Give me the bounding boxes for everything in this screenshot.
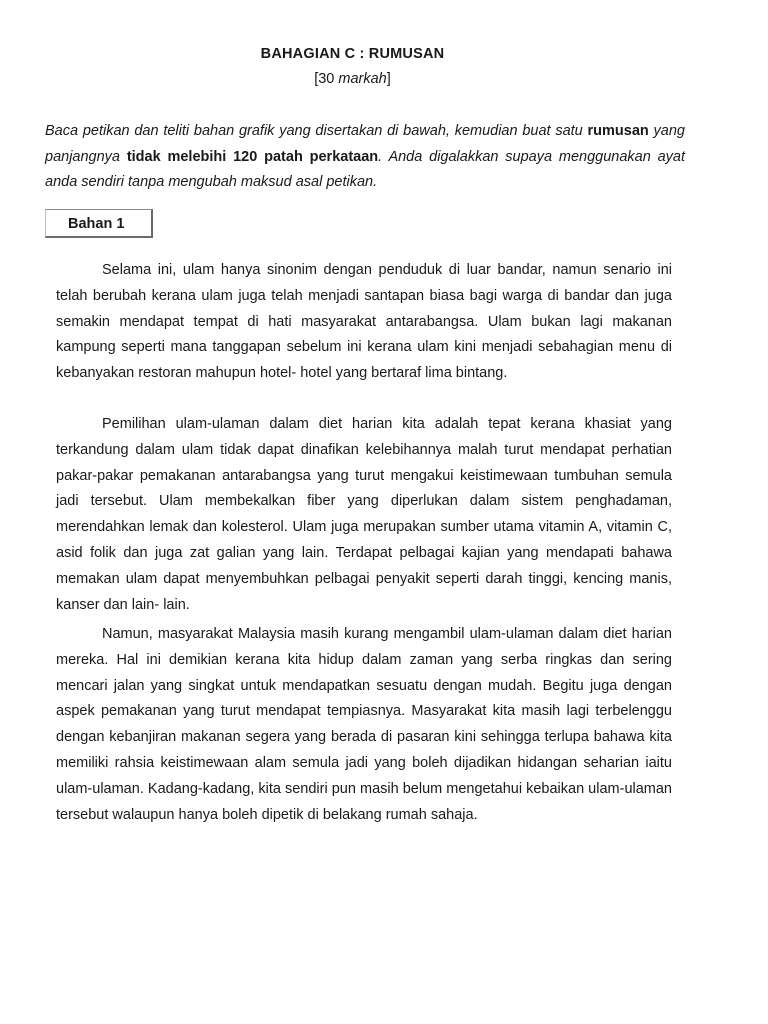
instruction-keyword-rumusan: rumusan bbox=[587, 123, 649, 139]
instruction-part-1: Baca petikan dan teliti bahan grafik yang disertakan di bawah, kemudian buat satu bbox=[45, 123, 588, 139]
section-title: BAHAGIAN C : RUMUSAN bbox=[260, 46, 445, 62]
instruction-text bbox=[45, 119, 685, 196]
bahan-label-box bbox=[45, 209, 153, 238]
marks-close: ] bbox=[386, 71, 391, 87]
instruction-word-limit: tidak melebihi 120 patah perkataan bbox=[126, 148, 379, 165]
marks-open: [30 bbox=[314, 71, 339, 87]
instruction-part-3: yang panjangnya bbox=[45, 123, 685, 165]
passage-paragraph-2: Pemilihan ulam-ulaman dalam diet harian kita adalah tepat kerana khasiat yang terkandung dalam ulam tidak dapat dinafikan kelebihannya malah turut mendapat perhatian pakar-pakar pemakanan antarabangsa yang turut mengakui keistimewaan tumbuhan semula jadi tersebut. Ulam membekalkan fiber yang diperlukan dalam sistem penghadaman, merendahkan lemak dan kolesterol. Ulam juga merupakan sumber utama vitamin A, vitamin C, asid folik dan juga zat galian yang lain. Terdapat pelbagai kajian yang mendapati bahawa memakan ulam dapat menyembuhkan pelbagai penyakit seperti darah tinggi, kencing manis, kanser dan lain- lain. bbox=[56, 416, 672, 613]
bahan-label: Bahan 1 bbox=[68, 216, 125, 232]
marks-word: markah bbox=[338, 71, 387, 87]
passage-paragraph-1: Selama ini, ulam hanya sinonim dengan penduduk di luar bandar, namun senario ini telah berubah kerana ulam juga telah menjadi santapan biasa bagi warga di bandar dan juga semakin mendapat tempat di hati masyarakat antarabangsa. Ulam bukan lagi makanan kampung seperti mana tanggapan sebelum ini kerana ulam kini menjadi sebahagian menu di kebanyakan restoran mahupun hotel- hotel yang bertaraf lima bintang. bbox=[56, 262, 672, 382]
marks-allocation bbox=[0, 71, 705, 87]
instruction-part-5: . Anda digalakkan supaya menggunakan ayat anda sendiri tanpa mengubah maksud asal petikan. bbox=[45, 148, 685, 190]
passage-paragraph-3: Namun, masyarakat Malaysia masih kurang mengambil ulam-ulaman dalam diet harian mereka. Hal ini demikian kerana kita hidup dalam zaman yang serba ringkas dan sering mencari jalan yang singkat untuk mendapatkan sesuatu dengan mudah. Begitu juga dengan aspek pemakanan yang turut mendapat tempiasnya. Masyarakat kita masih lagi terbelenggu dengan kebanjiran makanan segera yang berada di pasaran kini sehingga terlupa bahawa kita memiliki rahsia keistimewaan alam semula jadi yang boleh dijadikan hidangan seharian iaitu ulam-ulaman. Kadang-kadang, kita sendiri pun masih belum mengetahui kebaikan ulam-ulaman tersebut walaupun hanya boleh dipetik di belakang rumah sahaja. bbox=[56, 626, 672, 823]
